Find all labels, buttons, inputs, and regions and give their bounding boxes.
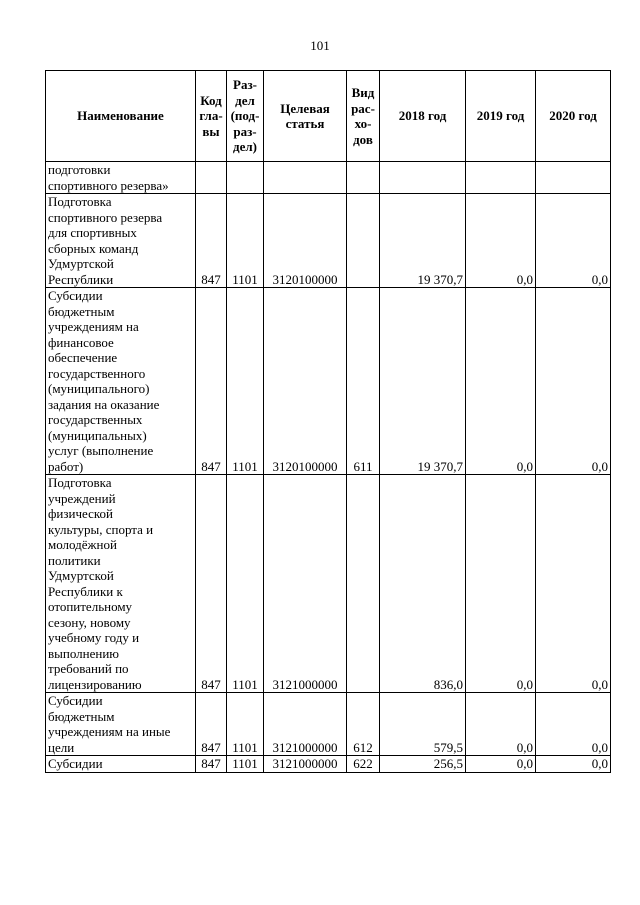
page-number: 101 (310, 38, 330, 53)
row-article (264, 162, 347, 194)
row-name: Подготовка спортивного резерва для спортивных сборных команд Удмуртской Республики (46, 194, 196, 288)
row-chapter: 847 (196, 194, 227, 288)
table-row (46, 162, 611, 194)
row-chapter: 847 (196, 288, 227, 475)
header-expense-type: Вид рас- хо- дов (347, 71, 380, 162)
row-chapter: 847 (196, 475, 227, 693)
header-2020: 2020 год (536, 71, 611, 162)
row-type (347, 475, 380, 693)
row-2018: 836,0 (380, 475, 466, 693)
row-2018: 19 370,7 (380, 288, 466, 475)
row-type (347, 162, 380, 194)
row-chapter: 847 (196, 693, 227, 756)
row-article: 3120100000 (264, 194, 347, 288)
row-2019: 0,0 (466, 693, 536, 756)
row-2020: 0,0 (536, 288, 611, 475)
table-header-row (46, 71, 611, 162)
row-2019: 0,0 (466, 756, 536, 773)
row-2018: 19 370,7 (380, 194, 466, 288)
row-section: 1101 (227, 756, 264, 773)
row-section: 1101 (227, 475, 264, 693)
row-type: 611 (347, 288, 380, 475)
row-name: Субсидии бюджетным учреждениям на иные цели (46, 693, 196, 756)
row-type: 622 (347, 756, 380, 773)
row-2020 (536, 162, 611, 194)
row-2018: 579,5 (380, 693, 466, 756)
row-2018 (380, 162, 466, 194)
row-article: 3121000000 (264, 475, 347, 693)
row-2019: 0,0 (466, 288, 536, 475)
row-name: подготовки спортивного резерва» (46, 162, 196, 194)
row-2020: 0,0 (536, 693, 611, 756)
row-type: 612 (347, 693, 380, 756)
header-chapter-code: Код гла- вы (196, 71, 227, 162)
header-2018: 2018 год (380, 71, 466, 162)
row-article: 3121000000 (264, 693, 347, 756)
row-chapter: 847 (196, 756, 227, 773)
row-chapter (196, 162, 227, 194)
row-2020: 0,0 (536, 475, 611, 693)
row-article: 3120100000 (264, 288, 347, 475)
row-section: 1101 (227, 288, 264, 475)
table-row (46, 475, 611, 693)
row-name: Субсидии (46, 756, 196, 773)
row-section: 1101 (227, 693, 264, 756)
row-name: Подготовка учреждений физической культуры, спорта и молодёжной политики Удмуртской Республики к отопительному сезону, новому учебному году и выполнению требований по лицензированию (46, 475, 196, 693)
row-section (227, 162, 264, 194)
row-2020: 0,0 (536, 194, 611, 288)
row-2020: 0,0 (536, 756, 611, 773)
header-2019: 2019 год (466, 71, 536, 162)
budget-table (45, 70, 611, 773)
header-target-article: Целевая статья (264, 71, 347, 162)
row-section: 1101 (227, 194, 264, 288)
row-2019: 0,0 (466, 194, 536, 288)
row-name: Субсидии бюджетным учреждениям на финансовое обеспечение государственного (муниципального) задания на оказание государственных (муниципальных) услуг (выполнение работ) (46, 288, 196, 475)
header-name: Наименование (46, 71, 196, 162)
table-row (46, 693, 611, 756)
table-row (46, 194, 611, 288)
row-article: 3121000000 (264, 756, 347, 773)
header-section: Раз- дел (под- раз- дел) (227, 71, 264, 162)
row-2019 (466, 162, 536, 194)
table-row (46, 288, 611, 475)
row-type (347, 194, 380, 288)
row-2018: 256,5 (380, 756, 466, 773)
row-2019: 0,0 (466, 475, 536, 693)
table-row (46, 756, 611, 773)
